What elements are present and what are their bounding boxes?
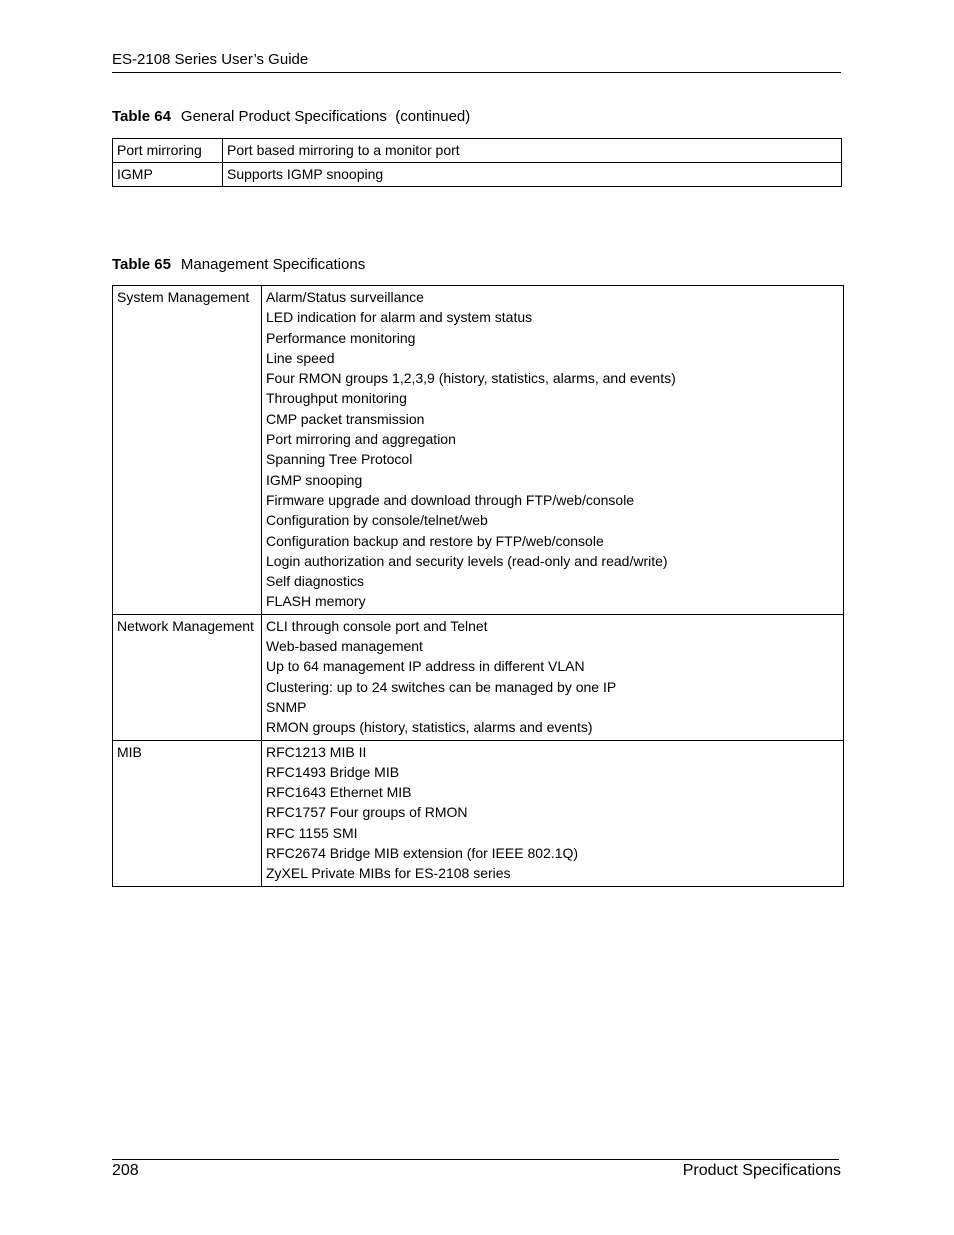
row-value: Port based mirroring to a monitor port: [223, 139, 842, 163]
list-item: CMP packet transmission: [266, 410, 425, 427]
list-item: RFC1493 Bridge MIB: [266, 763, 400, 780]
list-item: Line speed: [266, 349, 335, 366]
list-item: SNMP: [266, 698, 307, 715]
list-item: Login authorization and security levels (read-only and read/write): [266, 552, 668, 569]
list-item: RFC1213 MIB II: [266, 743, 367, 760]
list-item: RFC2674 Bridge MIB extension (for IEEE 802.1Q): [266, 845, 579, 862]
row-label: System Management: [113, 286, 262, 615]
general-specifications-table: [112, 138, 842, 187]
list-item: CLI through console port and Telnet: [266, 617, 488, 634]
list-item: IGMP snooping: [266, 471, 363, 488]
row-label: IGMP: [113, 163, 223, 187]
list-item: Firmware upgrade and download through FTP/web/console: [266, 491, 635, 508]
row-items: [262, 614, 844, 740]
table-row: [113, 740, 844, 886]
table-row: [113, 286, 844, 615]
list-item: Port mirroring and aggregation: [266, 431, 456, 448]
row-label: Port mirroring: [113, 139, 223, 163]
table-row: [113, 163, 842, 187]
list-item: ZyXEL Private MIBs for ES-2108 series: [266, 865, 511, 882]
list-item: RFC1757 Four groups of RMON: [266, 804, 468, 821]
running-header: ES-2108 Series User’s Guide: [112, 51, 841, 73]
list-item: Spanning Tree Protocol: [266, 451, 413, 468]
list-item: Performance monitoring: [266, 329, 416, 346]
list-item: Configuration by console/telnet/web: [266, 512, 488, 529]
table-row: [113, 614, 844, 740]
management-specifications-table: [112, 285, 844, 887]
table-65-caption: [112, 256, 365, 274]
list-item: FLASH memory: [266, 593, 366, 610]
list-item: RMON groups (history, statistics, alarms and events): [266, 719, 593, 736]
row-items: [262, 740, 844, 886]
table-row: [113, 139, 842, 163]
table-64-title: General Product Specifications (continued): [180, 108, 471, 125]
list-item: Configuration backup and restore by FTP/web/console: [266, 532, 604, 549]
footer-section-title: Product Specifications: [682, 1162, 841, 1179]
table-65-title: Management Specifications: [180, 256, 366, 273]
list-item: Four RMON groups 1,2,3,9 (history, statistics, alarms, and events): [266, 370, 676, 387]
list-item: Self diagnostics: [266, 573, 365, 590]
row-label: Network Management: [113, 614, 262, 740]
row-label: MIB: [113, 740, 262, 886]
page-number: 208: [112, 1162, 139, 1179]
table-64-caption: [112, 108, 470, 126]
list-item: RFC1643 Ethernet MIB: [266, 784, 412, 801]
row-items: [262, 286, 844, 615]
list-item: Clustering: up to 24 switches can be managed by one IP: [266, 678, 617, 695]
list-item: Alarm/Status surveillance: [266, 289, 424, 305]
table-64-number: Table 64: [112, 108, 171, 125]
list-item: Web-based management: [266, 638, 423, 655]
row-value: Supports IGMP snooping: [223, 163, 842, 187]
footer-rule: [112, 1159, 839, 1160]
list-item: LED indication for alarm and system status: [266, 309, 533, 326]
table-65-number: Table 65: [112, 256, 171, 273]
list-item: Up to 64 management IP address in different VLAN: [266, 658, 585, 675]
list-item: Throughput monitoring: [266, 390, 407, 407]
list-item: RFC 1155 SMI: [266, 824, 358, 841]
